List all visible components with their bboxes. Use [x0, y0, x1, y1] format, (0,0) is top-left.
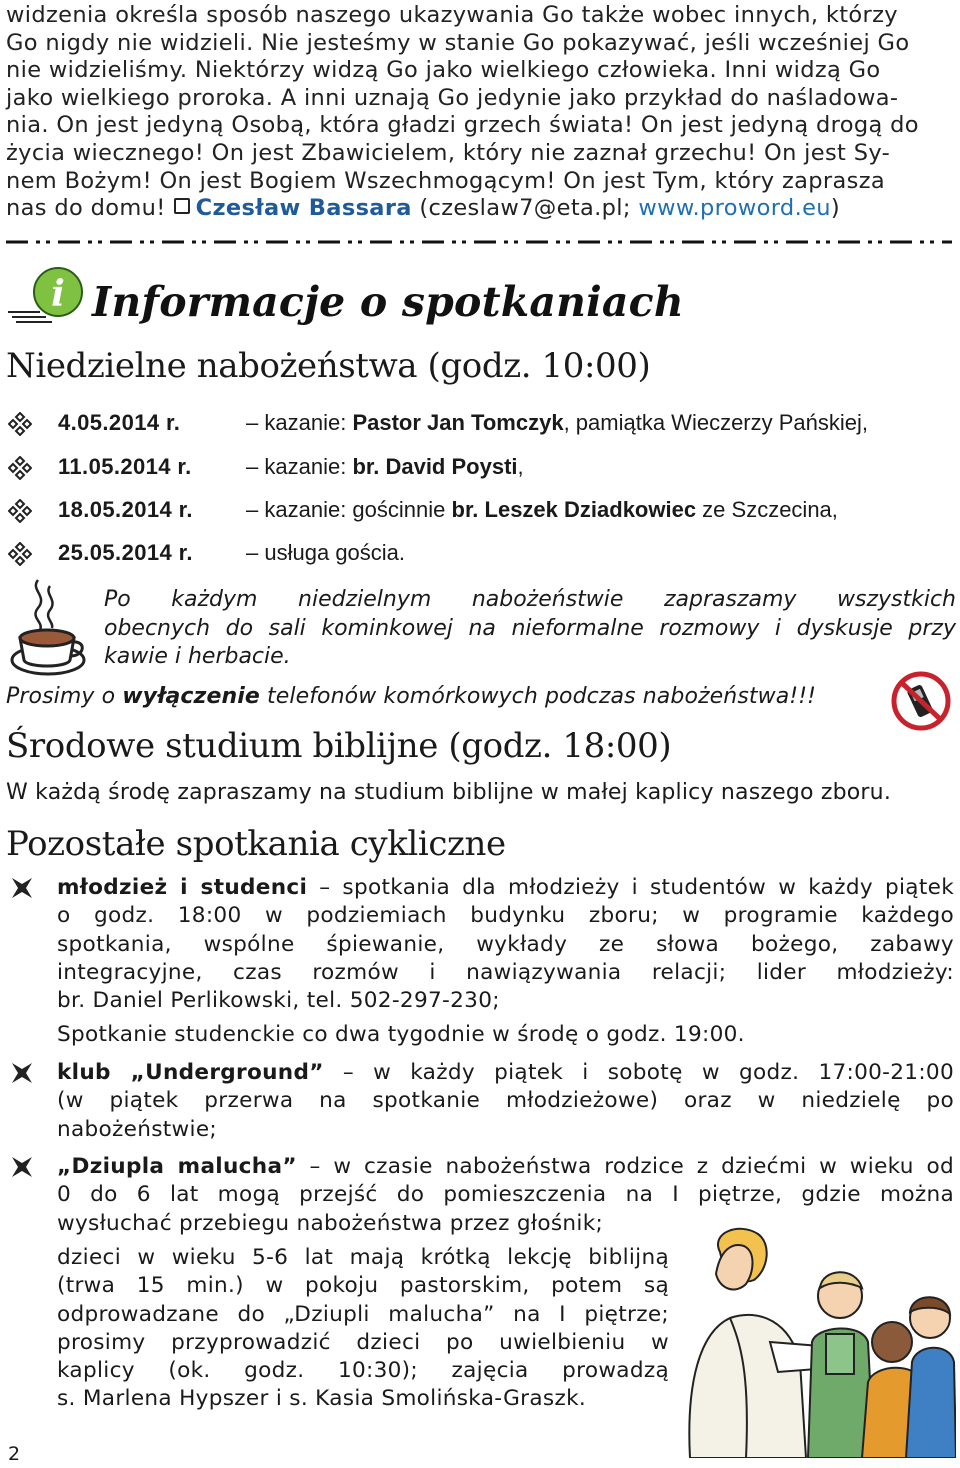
star-bullet-icon [10, 876, 34, 900]
club-line: (w piątek przerwa na spotkanie młodzieżowe) oraz w niedzielę po [57, 1088, 954, 1114]
intro-signature-line [6, 195, 956, 223]
service-row [8, 538, 958, 568]
no-phone-icon [890, 670, 952, 732]
intro-line: życia wiecznego! On jest Zbawicielem, który nie zaznał grzechu! On jest Sy- [6, 139, 891, 166]
intro-line: nie widzieliśmy. Niektórzy widzą Go jako wielkiego człowieka. Inni widzą Go [6, 57, 881, 84]
service-pre: kazanie: [264, 454, 347, 479]
teacher-children-illustration [680, 1222, 956, 1458]
service-post: , pamiątka Wieczerzy Pańskiej, [563, 410, 869, 435]
wednesday-heading: Środowe studium biblijne (godz. 18:00) [6, 726, 672, 766]
lesson-line: (trwa 15 min.) w pokoju pastorskim, potem są [57, 1273, 669, 1299]
preacher-name: br. David Poysti [352, 454, 518, 479]
service-dash: – [246, 410, 259, 435]
service-row [8, 408, 958, 438]
author-name: Czesław Bassara [195, 195, 412, 222]
service-dash: – [246, 497, 259, 522]
lesson-line: prosimy przyprowadzić dzieci po uwielbieniu w [57, 1329, 669, 1355]
website-link[interactable]: www.proword.eu [638, 195, 831, 222]
service-pre: kazanie: [264, 410, 347, 435]
phone-notice-post: telefonów komórkowych podczas nabożeństwa!!! [259, 684, 817, 709]
intro-line: nem Bożym! On jest Bogiem Wszechmogącym! On jest Tym, który zaprasza [6, 167, 885, 194]
intro-line: nia. On jest jedyną Osobą, która gładzi grzech świata! On jest jedyną drogą do [6, 112, 919, 139]
intro-line: jako wielkiego proroka. A inni uznają Go jedynie jako przykład do naśladowa- [6, 84, 899, 111]
service-row [8, 452, 958, 482]
service-date: 25.05.2014 r. [58, 540, 193, 565]
service-post: ze Szczecina, [696, 497, 838, 522]
service-post: , [517, 454, 524, 479]
coffee-cup-icon [8, 576, 88, 680]
close-paren: ) [830, 195, 841, 222]
diamond-bullet-icon [8, 499, 32, 523]
lesson-line: s. Marlena Hypszer i s. Kasia Smolińska-Graszk. [57, 1386, 587, 1412]
page-number: 2 [8, 1443, 21, 1465]
preacher-name: br. Leszek Dziadkowiec [451, 497, 697, 522]
info-icon [6, 264, 88, 324]
coffee-line: Po każdym niedzielnym nabożeństwie zapraszamy wszystkich [104, 587, 956, 612]
club-line: nabożeństwie; [57, 1116, 217, 1142]
service-pre: kazanie: gościnnie [264, 497, 446, 522]
preacher-name: Pastor Jan Tomczyk [352, 410, 564, 435]
youth-title: młodzież i studenci [57, 875, 308, 900]
diamond-bullet-icon [8, 542, 32, 566]
coffee-line: obecnych do sali kominkowej na nieformalne rozmowy i dyskusje przy [104, 615, 956, 641]
kids-line: – w czasie nabożeństwa rodzice z dziećmi w wieku od [296, 1154, 954, 1179]
kids-lesson-text [57, 1244, 669, 1414]
service-date: 18.05.2014 r. [58, 497, 193, 522]
lesson-line: kaplicy (ok. godz. 10:30); zajęcia prowadzą [57, 1358, 669, 1384]
club-title: klub „Underground” [57, 1060, 324, 1085]
intro-line: widzenia określa sposób naszego ukazywania Go także wobec innych, którzy [6, 2, 898, 28]
section-divider [6, 238, 952, 246]
coffee-invitation [104, 586, 956, 672]
star-bullet-icon [10, 1061, 34, 1085]
diamond-bullet-icon [8, 412, 32, 436]
service-dash: – [246, 454, 259, 479]
phone-notice-bold: wyłączenie [122, 684, 260, 709]
svg-text:i: i [51, 273, 65, 315]
youth-line: o godz. 18:00 w podziemiach budynku zboru; w programie każdego [57, 903, 954, 929]
lesson-line: odprowadzane do „Dziupli malucha” na I piętrze; [57, 1301, 669, 1327]
club-line: – w każdy piątek i sobotę w godz. 17:00-21:00 [323, 1060, 954, 1085]
kids-title: „Dziupla malucha” [57, 1154, 297, 1179]
service-pre: usługa gościa. [264, 540, 406, 565]
wednesday-text: W każdą środę zapraszamy na studium biblijne w małej kaplicy naszego zboru. [6, 780, 892, 805]
diamond-bullet-icon [8, 456, 32, 480]
club-underground-item [57, 1059, 954, 1144]
intro-paragraph [6, 2, 956, 223]
service-date: 11.05.2014 r. [58, 454, 192, 479]
author-email[interactable]: (czeslaw7@eta.pl; [419, 195, 631, 222]
service-date: 4.05.2014 r. [58, 410, 181, 435]
star-bullet-icon [10, 1155, 34, 1179]
info-section-title: Informacje o spotkaniach [92, 278, 684, 326]
intro-line: Go nigdy nie widzieli. Nie jesteśmy w stanie Go pokazywać, jeśli wcześniej Go [6, 29, 910, 56]
youth-line: br. Daniel Perlikowski, tel. 502-297-230; [57, 988, 500, 1014]
sunday-heading: Niedzielne nabożeństwa (godz. 10:00) [6, 346, 651, 386]
kids-line: wysłuchać przebiegu nabożeństwa przez głośnik; [57, 1210, 604, 1236]
kids-line: 0 do 6 lat mogą przejść do pomieszczenia na I piętrze, gdzie można [57, 1182, 954, 1208]
phone-notice-pre: Prosimy o [6, 684, 123, 709]
service-dash: – [246, 540, 259, 565]
youth-meetings-item [57, 874, 954, 1050]
checkbox-bullet-icon [174, 198, 190, 214]
service-row [8, 495, 958, 525]
lesson-line: dzieci w wieku 5-6 lat mają krótką lekcję biblijną [57, 1245, 669, 1270]
youth-line: integracyjne, czas rozmów i nawiązywania relacji; lider młodzieży: [57, 959, 954, 985]
youth-line: spotkania, wspólne śpiewanie, wykłady ze słowa bożego, zabawy [57, 931, 954, 957]
students-meeting: Spotkanie studenckie co dwa tygodnie w środę o godz. 19:00. [57, 1022, 745, 1048]
youth-line: – spotkania dla młodzieży i studentów w każdy piątek [307, 875, 954, 900]
other-meetings-heading: Pozostałe spotkania cykliczne [6, 824, 506, 864]
intro-line-end: nas do domu! [6, 195, 166, 222]
phone-notice [6, 684, 816, 709]
coffee-line: kawie i herbacie. [104, 644, 291, 670]
